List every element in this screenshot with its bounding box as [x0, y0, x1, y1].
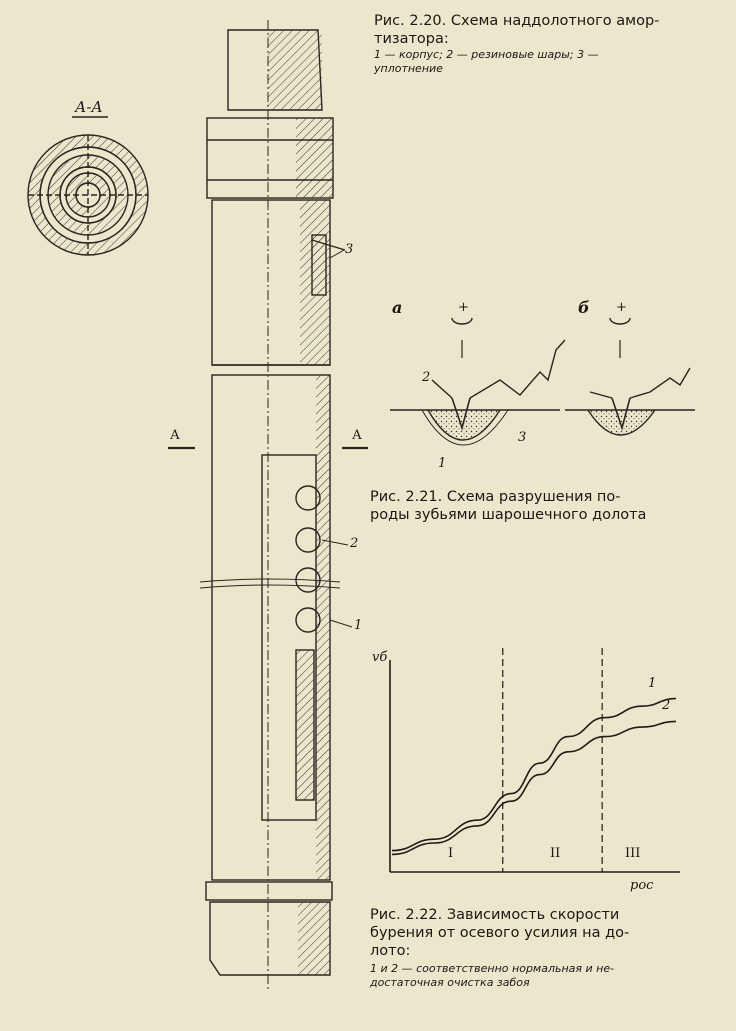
chart-xlabel: pос: [630, 878, 654, 893]
fig222-legend-line1: 1 и 2 — соответственно нормальная и не-: [370, 962, 615, 975]
chart-curve-1-label: 1: [648, 676, 657, 691]
fig222-caption-line1: Рис. 2.22. Зависимость скорости: [370, 907, 620, 923]
fig220-callout-2: 2: [350, 536, 359, 551]
fig220-caption-line2: тизатора:: [374, 31, 449, 47]
fig221-callout-3: 3: [518, 430, 527, 445]
fig222-caption: [370, 906, 700, 990]
chart-zone-1-label: I: [448, 846, 454, 861]
cut-label-right: А: [352, 428, 362, 443]
fig220-callout-1: 1: [354, 618, 363, 633]
section-aa-label: А-А: [75, 98, 103, 116]
fig221-label-a: а: [392, 298, 403, 317]
chart-ylabel: vб: [372, 650, 388, 665]
fig220-caption-line1: Рис. 2.20. Схема наддолотного амор-: [374, 13, 660, 29]
fig222-caption-line2: бурения от осевого усилия на до-: [370, 925, 630, 941]
chart-curve-2-label: 2: [662, 698, 671, 713]
fig221-caption-line1: Рис. 2.21. Схема разрушения по-: [370, 489, 621, 505]
rock-destruction-scheme: [390, 318, 695, 445]
curve-series-2: [392, 721, 676, 854]
fig221-callout-2: 2: [422, 370, 431, 385]
fig221-caption: [370, 488, 700, 524]
cut-label-left: А: [170, 428, 180, 443]
housing-body: [206, 30, 345, 975]
chart-zone-3-label: III: [625, 846, 641, 861]
fig220-legend-line1: 1 — корпус; 2 — резиновые шары; 3 —: [374, 48, 599, 61]
fig221-plus-b: +: [616, 300, 627, 315]
chart-zone-2-label: II: [550, 846, 561, 861]
fig221-plus-a: +: [458, 300, 469, 315]
section-aa-view: [28, 135, 148, 255]
fig221-caption-line2: роды зубьями шарошечного долота: [370, 507, 647, 523]
fig220-caption: [374, 12, 714, 76]
fig222-legend-line2: достаточная очистка забоя: [370, 976, 530, 989]
fig220-legend-line2: уплотнение: [374, 62, 443, 75]
curve-series-1: [392, 699, 676, 851]
fig221-label-b: б: [578, 298, 590, 317]
fig221-callout-1: 1: [438, 456, 447, 471]
drilling-speed-chart: [390, 648, 680, 872]
fig220-callout-3: 3: [345, 242, 354, 257]
fig222-caption-line3: лото:: [370, 943, 411, 959]
